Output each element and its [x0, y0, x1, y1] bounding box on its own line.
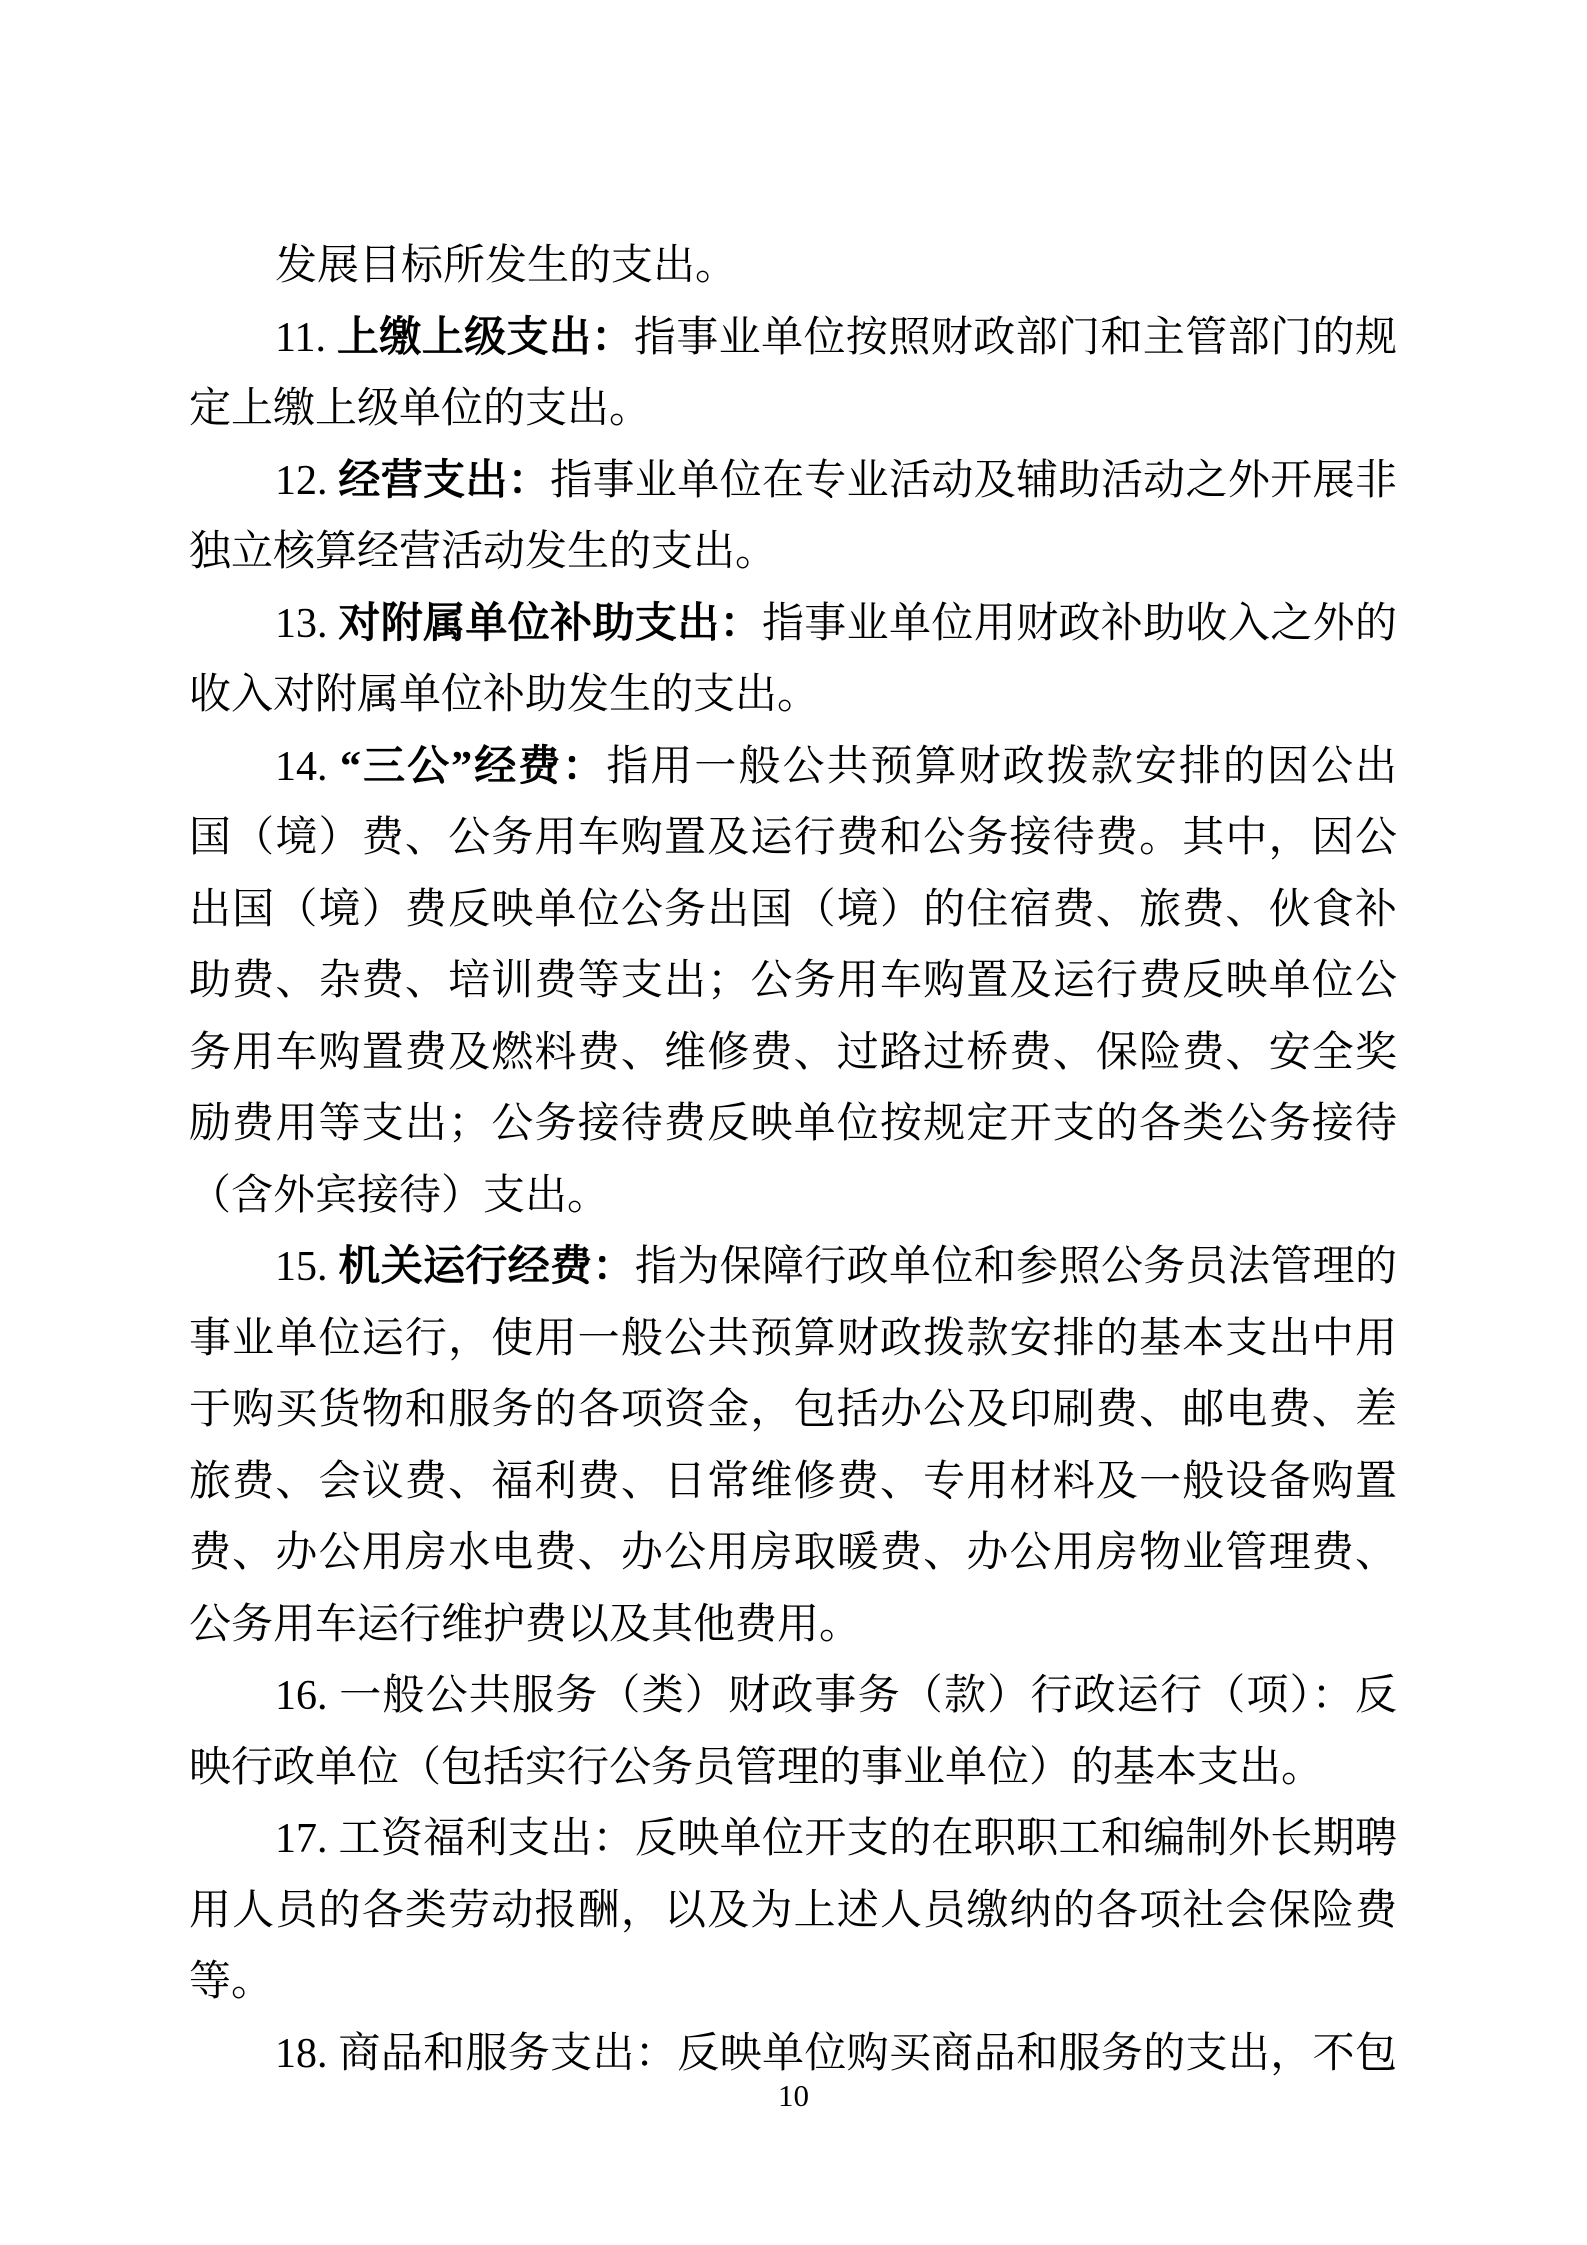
- paragraph-item-16: [189, 1661, 1397, 1804]
- paragraph-item-15: [189, 1232, 1397, 1661]
- item-term: 上缴上级支出：: [336, 314, 634, 361]
- line-text: 公务用车运行维护费以及其他费用。: [189, 1601, 862, 1648]
- item-term: “三公”经费：: [340, 743, 607, 790]
- text-line: [189, 1518, 1397, 1590]
- text-line: [189, 1733, 1397, 1805]
- text-line: [189, 589, 1397, 661]
- line-text: 指事业单位按照财政部门和主管部门的规: [633, 314, 1397, 361]
- line-text: 独立核算经营活动发生的支出。: [189, 529, 778, 575]
- text-line: [189, 1447, 1397, 1519]
- line-text: 指为保障行政单位和参照公务员法管理的: [634, 1244, 1397, 1290]
- line-text: 励费用等支出；公务接待费反映单位按规定开支的各类公务接待: [189, 1101, 1397, 1147]
- text-line: [189, 732, 1397, 804]
- line-text: 指事业单位在专业活动及辅助活动之外开展非: [550, 457, 1397, 504]
- line-text: 助费、杂费、培训费等支出；公务用车购置及运行费反映单位公: [189, 958, 1397, 1004]
- item-number: 18.: [275, 2030, 339, 2077]
- item-number: 17.: [275, 1816, 339, 1862]
- line-text: 指事业单位用财政补助收入之外的: [761, 600, 1397, 647]
- item-number: 15.: [275, 1244, 339, 1290]
- line-text: 费、办公用房水电费、办公用房取暖费、办公用房物业管理费、: [189, 1530, 1397, 1576]
- text-line: [189, 1232, 1397, 1304]
- text-line: [189, 1947, 1397, 2019]
- paragraph-continuation: [189, 231, 1397, 303]
- item-number: 11.: [275, 314, 337, 361]
- item-number: 13.: [275, 600, 339, 647]
- text-line: [189, 1018, 1397, 1090]
- text-block: [189, 231, 1397, 2090]
- text-line: [189, 1375, 1397, 1447]
- paragraph-item-11: [189, 303, 1397, 446]
- item-term: 对附属单位补助支出：: [338, 600, 762, 647]
- line-text: 于购买货物和服务的各项资金，包括办公及印刷费、邮电费、差: [189, 1387, 1397, 1433]
- paragraph-item-13: [189, 589, 1397, 732]
- line-text: 指用一般公共预算财政拨款安排的因公出: [606, 743, 1397, 790]
- line-text: 出国（境）费反映单位公务出国（境）的住宿费、旅费、伙食补: [189, 886, 1397, 933]
- text-line: [189, 1304, 1397, 1376]
- line-text: 定上缴上级单位的支出。: [189, 386, 652, 432]
- line-text: 发展目标所发生的支出。: [275, 243, 738, 289]
- line-text: 映行政单位（包括实行公务员管理的事业单位）的基本支出。: [189, 1744, 1324, 1791]
- text-line: [189, 660, 1397, 732]
- text-line: [189, 1876, 1397, 1948]
- text-line: [189, 1804, 1397, 1876]
- line-text: 等。: [189, 1959, 274, 2005]
- line-text: （含外宾接待）支出。: [189, 1172, 610, 1219]
- text-line: [189, 303, 1397, 375]
- text-line: [189, 1661, 1397, 1733]
- text-line: [189, 446, 1397, 518]
- line-text: 事业单位运行，使用一般公共预算财政拨款安排的基本支出中用: [189, 1315, 1397, 1362]
- item-term: 机关运行经费：: [338, 1244, 635, 1290]
- paragraph-item-12: [189, 446, 1397, 589]
- page-number: 10: [778, 2078, 809, 2113]
- text-line: [189, 231, 1397, 303]
- text-line: [189, 946, 1397, 1018]
- item-term: 经营支出：: [338, 457, 551, 504]
- item-number: 14.: [275, 743, 341, 790]
- text-line: [189, 875, 1397, 947]
- text-line: [189, 1089, 1397, 1161]
- line-text: 收入对附属单位补助发生的支出。: [189, 672, 820, 718]
- line-text: 务用车购置费及燃料费、维修费、过路过桥费、保险费、安全奖: [189, 1029, 1397, 1076]
- item-number: 12.: [275, 457, 339, 504]
- paragraph-item-17: [189, 1804, 1397, 2019]
- line-text: 国（境）费、公务用车购置及运行费和公务接待费。其中，因公: [189, 815, 1397, 861]
- line-text: 旅费、会议费、福利费、日常维修费、专用材料及一般设备购置: [189, 1458, 1397, 1505]
- line-text: 用人员的各类劳动报酬，以及为上述人员缴纳的各项社会保险费: [189, 1887, 1397, 1934]
- text-line: [189, 1161, 1397, 1233]
- text-line: [189, 1590, 1397, 1662]
- paragraph-item-14: [189, 732, 1397, 1233]
- text-line: [189, 803, 1397, 875]
- item-number: 16.: [275, 1673, 340, 1719]
- text-line: [189, 517, 1397, 589]
- line-text: 工资福利支出：反映单位开支的在职职工和编制外长期聘: [338, 1816, 1397, 1862]
- text-line: [189, 374, 1397, 446]
- line-text: 一般公共服务（类）财政事务（款）行政运行（项）：反: [339, 1673, 1397, 1719]
- line-text: 商品和服务支出：反映单位购买商品和服务的支出，不包: [338, 2030, 1397, 2077]
